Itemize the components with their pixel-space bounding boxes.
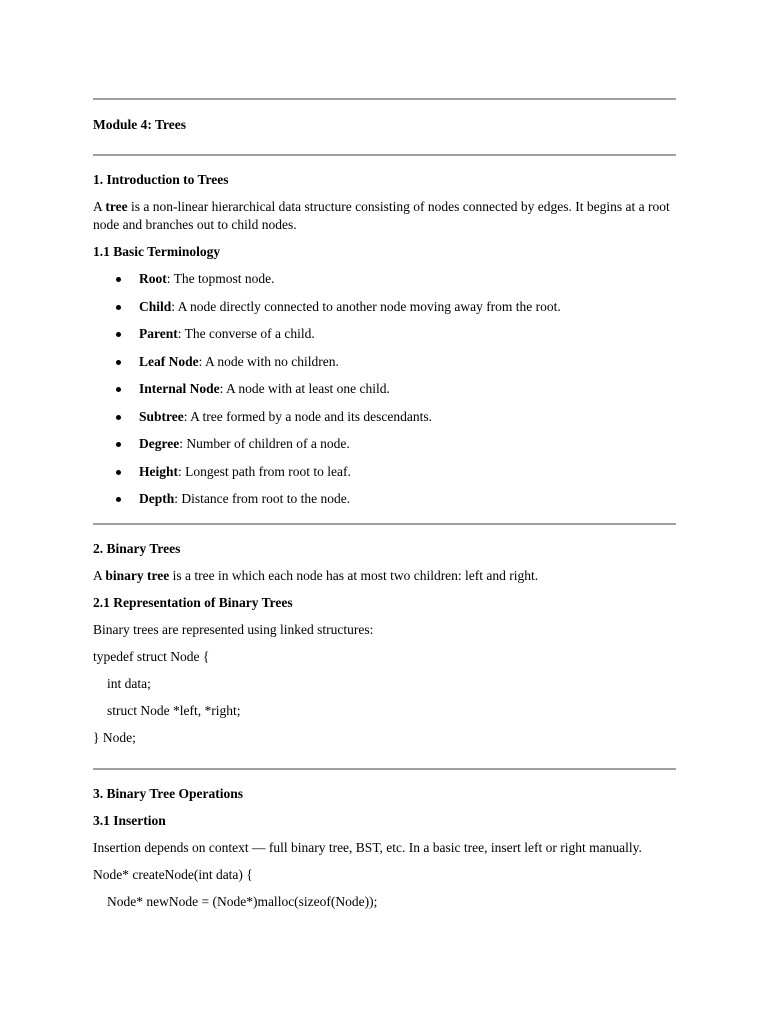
- list-item: Internal Node: A node with at least one child.: [93, 380, 676, 408]
- list-item: Parent: The converse of a child.: [93, 325, 676, 353]
- section-3-1-heading: 3.1 Insertion: [93, 812, 166, 828]
- section-1-intro: A tree is a non-linear hierarchical data structure consisting of nodes connected by edges. It begins at a root node and branches out to child nodes.: [93, 199, 670, 232]
- document-page: [93, 0, 676, 911]
- code-line: struct Node *left, *right;: [107, 702, 241, 718]
- section-2-intro: A binary tree is a tree in which each node has at most two children: left and right.: [93, 567, 539, 583]
- code-line: Node* createNode(int data) {: [93, 866, 253, 882]
- code-line: } Node;: [93, 729, 136, 745]
- section-3-heading: 3. Binary Tree Operations: [93, 785, 243, 801]
- code-line: int data;: [107, 675, 151, 691]
- representation-text: Binary trees are represented using linked structures:: [93, 621, 374, 637]
- list-item: Depth: Distance from root to the node.: [93, 490, 676, 518]
- list-item: Height: Longest path from root to leaf.: [93, 463, 676, 491]
- section-2-heading: 2. Binary Trees: [93, 540, 181, 556]
- section-1-1-heading: 1.1 Basic Terminology: [93, 244, 221, 259]
- list-item: Child: A node directly connected to another node moving away from the root.: [93, 298, 676, 326]
- list-item: Subtree: A tree formed by a node and its descendants.: [93, 408, 676, 436]
- list-item: Degree: Number of children of a node.: [93, 435, 676, 463]
- code-line: typedef struct Node {: [93, 648, 210, 664]
- section-1-heading: 1. Introduction to Trees: [93, 172, 229, 187]
- code-line: Node* newNode = (Node*)malloc(sizeof(Node));: [107, 893, 378, 909]
- list-item: Root: The topmost node.: [93, 270, 676, 298]
- list-item: Leaf Node: A node with no children.: [93, 353, 676, 381]
- insertion-text: Insertion depends on context — full binary tree, BST, etc. In a basic tree, insert left or right manually.: [93, 839, 642, 855]
- terminology-list: [93, 270, 676, 518]
- module-title: Module 4: Trees: [93, 117, 186, 132]
- section-2-1-heading: 2.1 Representation of Binary Trees: [93, 594, 293, 610]
